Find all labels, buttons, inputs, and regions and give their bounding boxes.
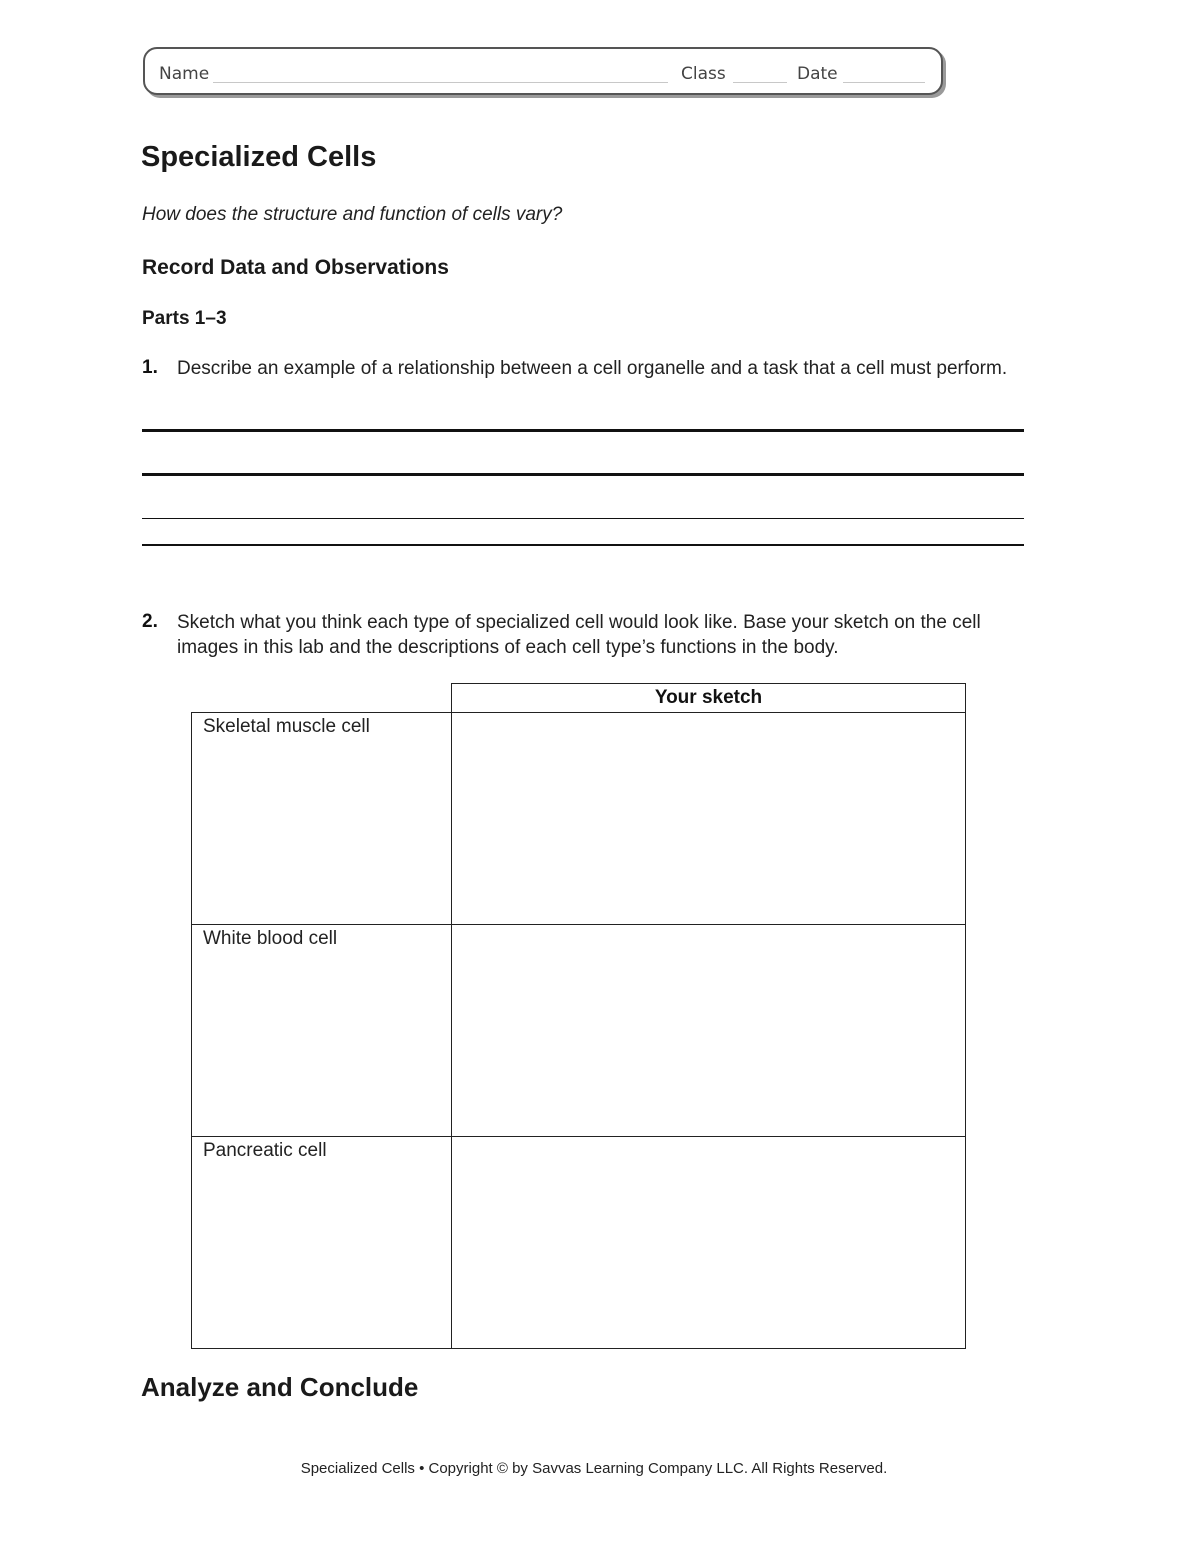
class-label: Class bbox=[681, 64, 726, 84]
page-title: Specialized Cells bbox=[141, 141, 377, 173]
table-header-row bbox=[192, 684, 966, 713]
date-label: Date bbox=[797, 64, 838, 84]
section-heading: Record Data and Observations bbox=[142, 256, 449, 279]
class-field[interactable] bbox=[733, 82, 787, 83]
sketch-area-white-blood-cell[interactable] bbox=[452, 925, 966, 1137]
answer-line-2[interactable] bbox=[142, 473, 1024, 476]
answer-line-1[interactable] bbox=[142, 429, 1024, 432]
sketch-area-skeletal-muscle-cell[interactable] bbox=[452, 713, 966, 925]
answer-line-3[interactable] bbox=[142, 518, 1024, 519]
analyze-heading: Analyze and Conclude bbox=[141, 1372, 419, 1402]
header-blank-cell bbox=[192, 684, 452, 713]
row-label-skeletal-muscle-cell: Skeletal muscle cell bbox=[192, 713, 452, 925]
question-1-text: Describe an example of a relationship between a cell organelle and a task that a cell must perform. bbox=[177, 358, 1008, 379]
sketch-table bbox=[191, 683, 966, 1349]
question-2-number: 2. bbox=[142, 611, 158, 632]
footer-copyright: Specialized Cells • Copyright © by Savvas Learning Company LLC. All Rights Reserved. bbox=[300, 1460, 888, 1477]
table-row bbox=[192, 713, 966, 925]
name-label: Name bbox=[159, 64, 210, 84]
parts-label: Parts 1–3 bbox=[142, 308, 227, 329]
row-label-white-blood-cell: White blood cell bbox=[192, 925, 452, 1137]
column-header-your-sketch: Your sketch bbox=[452, 684, 966, 713]
sketch-area-pancreatic-cell[interactable] bbox=[452, 1137, 966, 1349]
table-row bbox=[192, 1137, 966, 1349]
table-row bbox=[192, 925, 966, 1137]
name-class-date-bar bbox=[143, 47, 943, 95]
row-label-pancreatic-cell: Pancreatic cell bbox=[192, 1137, 452, 1349]
guiding-question: How does the structure and function of cells vary? bbox=[142, 204, 563, 225]
question-1-number: 1. bbox=[142, 357, 158, 378]
answer-line-4[interactable] bbox=[142, 544, 1024, 546]
name-field[interactable] bbox=[213, 82, 668, 83]
date-field[interactable] bbox=[843, 82, 925, 83]
question-2-text: Sketch what you think each type of specialized cell would look like. Base your sketch on the cell images in this lab and the descriptions of each cell type’s functions in the body. bbox=[177, 612, 981, 658]
